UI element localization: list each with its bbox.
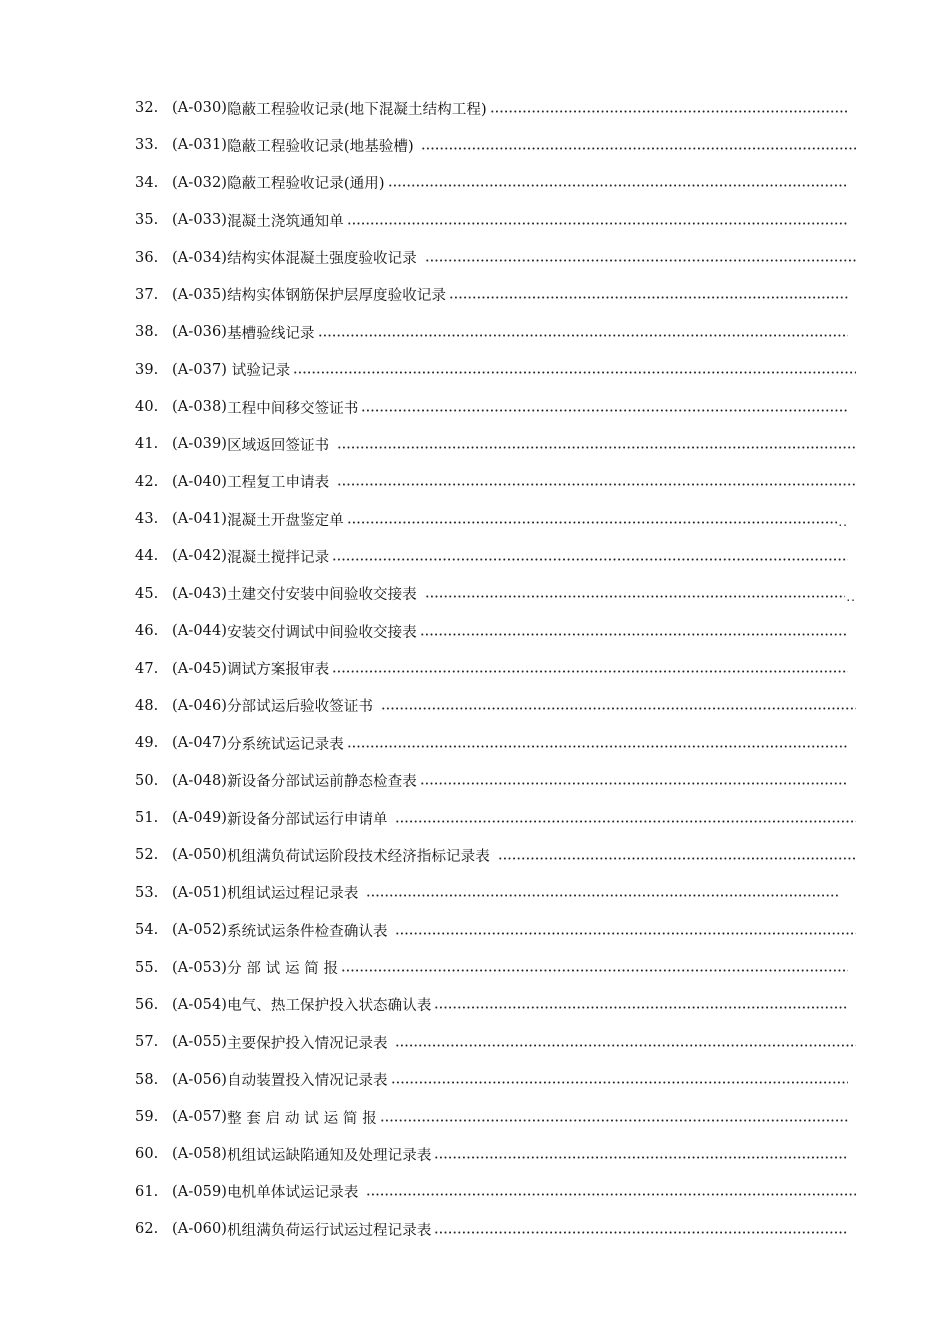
toc-entry[interactable] [135,171,848,195]
dot-leader [434,1156,848,1159]
toc-entry-number: 47. [135,660,159,677]
toc-entry-code: (A-042) [172,548,228,565]
toc-entry-number: 57. [135,1034,159,1051]
toc-entry-number: 43. [135,511,159,528]
dot-leader [420,633,848,636]
toc-entry-number: 51. [135,810,159,826]
toc-entry[interactable] [135,432,856,456]
toc-entry-code: (A-048) [172,772,228,789]
dot-leader [318,334,848,337]
toc-entry-code: (A-046) [172,697,228,714]
toc-entry-title: 分系统试运记录表 [227,736,344,753]
toc-entry-code: (A-034) [172,249,228,266]
toc-entry[interactable] [135,619,848,643]
toc-entry[interactable] [135,1142,848,1166]
toc-entry[interactable] [135,1105,848,1129]
toc-entry-code: (A-056) [172,1071,228,1088]
toc-entry-number: 52. [135,847,159,864]
toc-entry-code: (A-054) [172,996,228,1013]
toc-entry-code: (A-044) [172,623,228,640]
toc-entry-number: 48. [135,697,159,714]
toc-entry-number: 36. [135,249,159,266]
toc-entry-title: 机组试运过程记录表 [227,886,364,903]
dot-leader [332,558,848,561]
toc-entry-code: (A-039) [172,436,228,453]
toc-entry[interactable] [135,694,856,718]
toc-entry-title: 结构实体钢筋保护层厚度验收记录 [227,288,447,305]
toc-entry-title: 新设备分部试运前静态检查表 [227,774,417,791]
toc-entry-code: (A-050) [172,847,228,864]
toc-entry-title: 系统试运条件检查确认表 [227,923,393,940]
toc-entry-number: 54. [135,922,159,939]
toc-entry[interactable] [135,133,856,157]
dot-leader [380,1119,848,1122]
toc-entry-title: 混凝土开盘鉴定单 [227,512,344,529]
toc-entry-number: 49. [135,735,159,752]
toc-entry-number: 37. [135,286,159,303]
toc-entry-number: 32. [135,100,159,116]
toc-entry-code: (A-049) [172,810,228,826]
toc-entry[interactable] [135,843,856,867]
dot-leader [293,371,856,374]
toc-entry-title: 混凝土浇筑通知单 [227,213,344,230]
dot-leader [421,147,856,150]
toc-entry[interactable] [135,881,840,905]
toc-entry-title: 工程中间移交签证书 [227,400,359,417]
dot-leader [395,1044,856,1047]
toc-entry-title: 调试方案报审表 [227,662,330,678]
toc-entry[interactable] [135,806,856,830]
dot-leader [337,483,856,486]
toc-entry-code: (A-032) [172,174,228,191]
toc-entry-number: 41. [135,436,159,453]
toc-entry[interactable] [135,731,848,755]
toc-entry-number: 61. [135,1183,159,1200]
toc-entry-title: 隐蔽工程验收记录(地基验槽) [227,138,419,155]
toc-entry-title: 结构实体混凝土强度验收记录 [227,251,422,267]
toc-entry[interactable] [135,993,848,1017]
toc-entry[interactable] [135,470,856,494]
toc-entry-code: (A-030) [172,100,228,116]
toc-entry-code: (A-035) [172,286,228,303]
toc-entry-code: (A-033) [172,212,228,229]
toc-entry-title: 机组满负荷试运阶段技术经济指标记录表 [227,848,495,865]
toc-entry-title: 安装交付调试中间验收交接表 [227,624,417,641]
toc-entry-number: 39. [135,361,159,378]
toc-entry[interactable] [135,544,848,568]
dot-leader [388,184,848,187]
dot-leader [425,595,846,598]
toc-entry-code: (A-040) [172,473,228,490]
toc-entry-title: 整 套 启 动 试 运 简 报 [227,1110,377,1127]
toc-entry-code: (A-037) [172,361,228,378]
toc-entry-code: (A-060) [172,1221,228,1238]
toc-entry-title: 试验记录 [227,363,291,380]
dot-leader [347,745,848,748]
toc-entry-title: 电机单体试运记录表 [227,1185,364,1202]
toc-entry-number: 35. [135,212,159,229]
toc-entry-title: 隐蔽工程验收记录(地下混凝土结构工程) [227,101,487,118]
toc-entry[interactable] [135,956,848,980]
dot-leader [337,446,856,449]
toc-entry-title: 机组试运缺陷通知及处理记录表 [227,1147,432,1164]
toc-entry-code: (A-055) [172,1034,228,1051]
toc-entry[interactable] [135,1217,848,1241]
toc-entry-tail: .. [846,589,856,604]
toc-entry[interactable] [135,208,848,232]
toc-entry-number: 60. [135,1146,159,1163]
dot-leader [332,670,848,673]
toc-entry-title: 隐蔽工程验收记录(通用) [227,176,385,193]
toc-entry[interactable] [135,769,848,793]
toc-entry-number: 59. [135,1109,159,1125]
dot-leader [341,969,848,972]
toc-entry[interactable] [135,1030,856,1054]
toc-entry-title: 新设备分部试运行申请单 [227,811,393,828]
toc-entry-code: (A-057) [172,1109,228,1125]
toc-entry[interactable] [135,1180,856,1204]
toc-entry-number: 46. [135,623,159,640]
toc-entry-title: 自动装置投入情况记录表 [227,1073,388,1090]
toc-entry-code: (A-038) [172,399,228,415]
toc-entry-title: 电气、热工保护投入状态确认表 [227,998,432,1015]
toc-entry-code: (A-041) [172,511,228,528]
dot-leader [420,782,848,785]
dot-leader [381,707,856,710]
toc-entry-title: 基槽验线记录 [227,325,315,342]
toc-entry-number: 55. [135,959,159,976]
toc-entry[interactable] [135,283,848,307]
toc-entry-title: 分部试运后验收签证书 [227,699,378,716]
toc-entry[interactable] [135,358,856,382]
toc-entry-number: 34. [135,174,159,191]
toc-entry-tail: .. [838,515,848,530]
toc-entry-code: (A-047) [172,735,228,752]
dot-leader [366,894,840,897]
toc-entry-title: 混凝土搅拌记录 [227,549,330,566]
toc-entry-title: 区域返回签证书 [227,437,334,454]
toc-entry-number: 62. [135,1221,159,1238]
toc-entry[interactable] [135,246,856,270]
toc-entry-number: 50. [135,772,159,789]
dot-leader [395,932,856,935]
toc-entry-code: (A-036) [172,324,228,341]
toc-entry-title: 分 部 试 运 简 报 [227,961,339,977]
toc-entry-number: 53. [135,884,159,901]
toc-entry-code: (A-031) [172,137,228,154]
dot-leader [347,521,837,524]
toc-entry-code: (A-052) [172,922,228,939]
dot-leader [434,1006,848,1009]
toc-entry-number: 58. [135,1071,159,1088]
toc-entry[interactable] [135,582,856,606]
toc-entry-code: (A-045) [172,660,228,677]
toc-entry-title: 工程复工申请表 [227,475,334,492]
toc-entry[interactable] [135,1068,848,1092]
toc-entry[interactable] [135,96,848,120]
dot-leader [361,409,848,412]
toc-entry[interactable] [135,918,856,942]
toc-entry[interactable] [135,320,848,344]
dot-leader [347,222,848,225]
dot-leader [490,110,848,113]
toc-entry-code: (A-059) [172,1183,228,1200]
toc-entry-number: 40. [135,399,159,415]
toc-entry-code: (A-043) [172,585,228,602]
toc-entry-title: 主要保护投入情况记录表 [227,1035,393,1052]
toc-entry-number: 56. [135,996,159,1013]
toc-entry[interactable] [135,395,848,419]
toc-entry-title: 土建交付安装中间验收交接表 [227,587,422,604]
toc-entry-title: 机组满负荷运行试运过程记录表 [227,1222,432,1239]
dot-leader [395,820,856,823]
toc-entry-code: (A-058) [172,1146,228,1163]
toc-entry-number: 33. [135,137,159,154]
toc-entry-code: (A-053) [172,959,228,976]
toc-entry-code: (A-051) [172,884,228,901]
toc-entry[interactable] [135,657,848,681]
dot-leader [449,296,848,299]
dot-leader [366,1193,856,1196]
dot-leader [425,259,856,262]
dot-leader [434,1231,848,1234]
toc-entry-number: 42. [135,473,159,490]
toc-entry-number: 38. [135,324,159,341]
toc-entry[interactable] [135,507,848,531]
toc-entry-number: 44. [135,548,159,565]
toc-entry-number: 45. [135,585,159,602]
dot-leader [498,857,856,860]
dot-leader [391,1081,848,1084]
